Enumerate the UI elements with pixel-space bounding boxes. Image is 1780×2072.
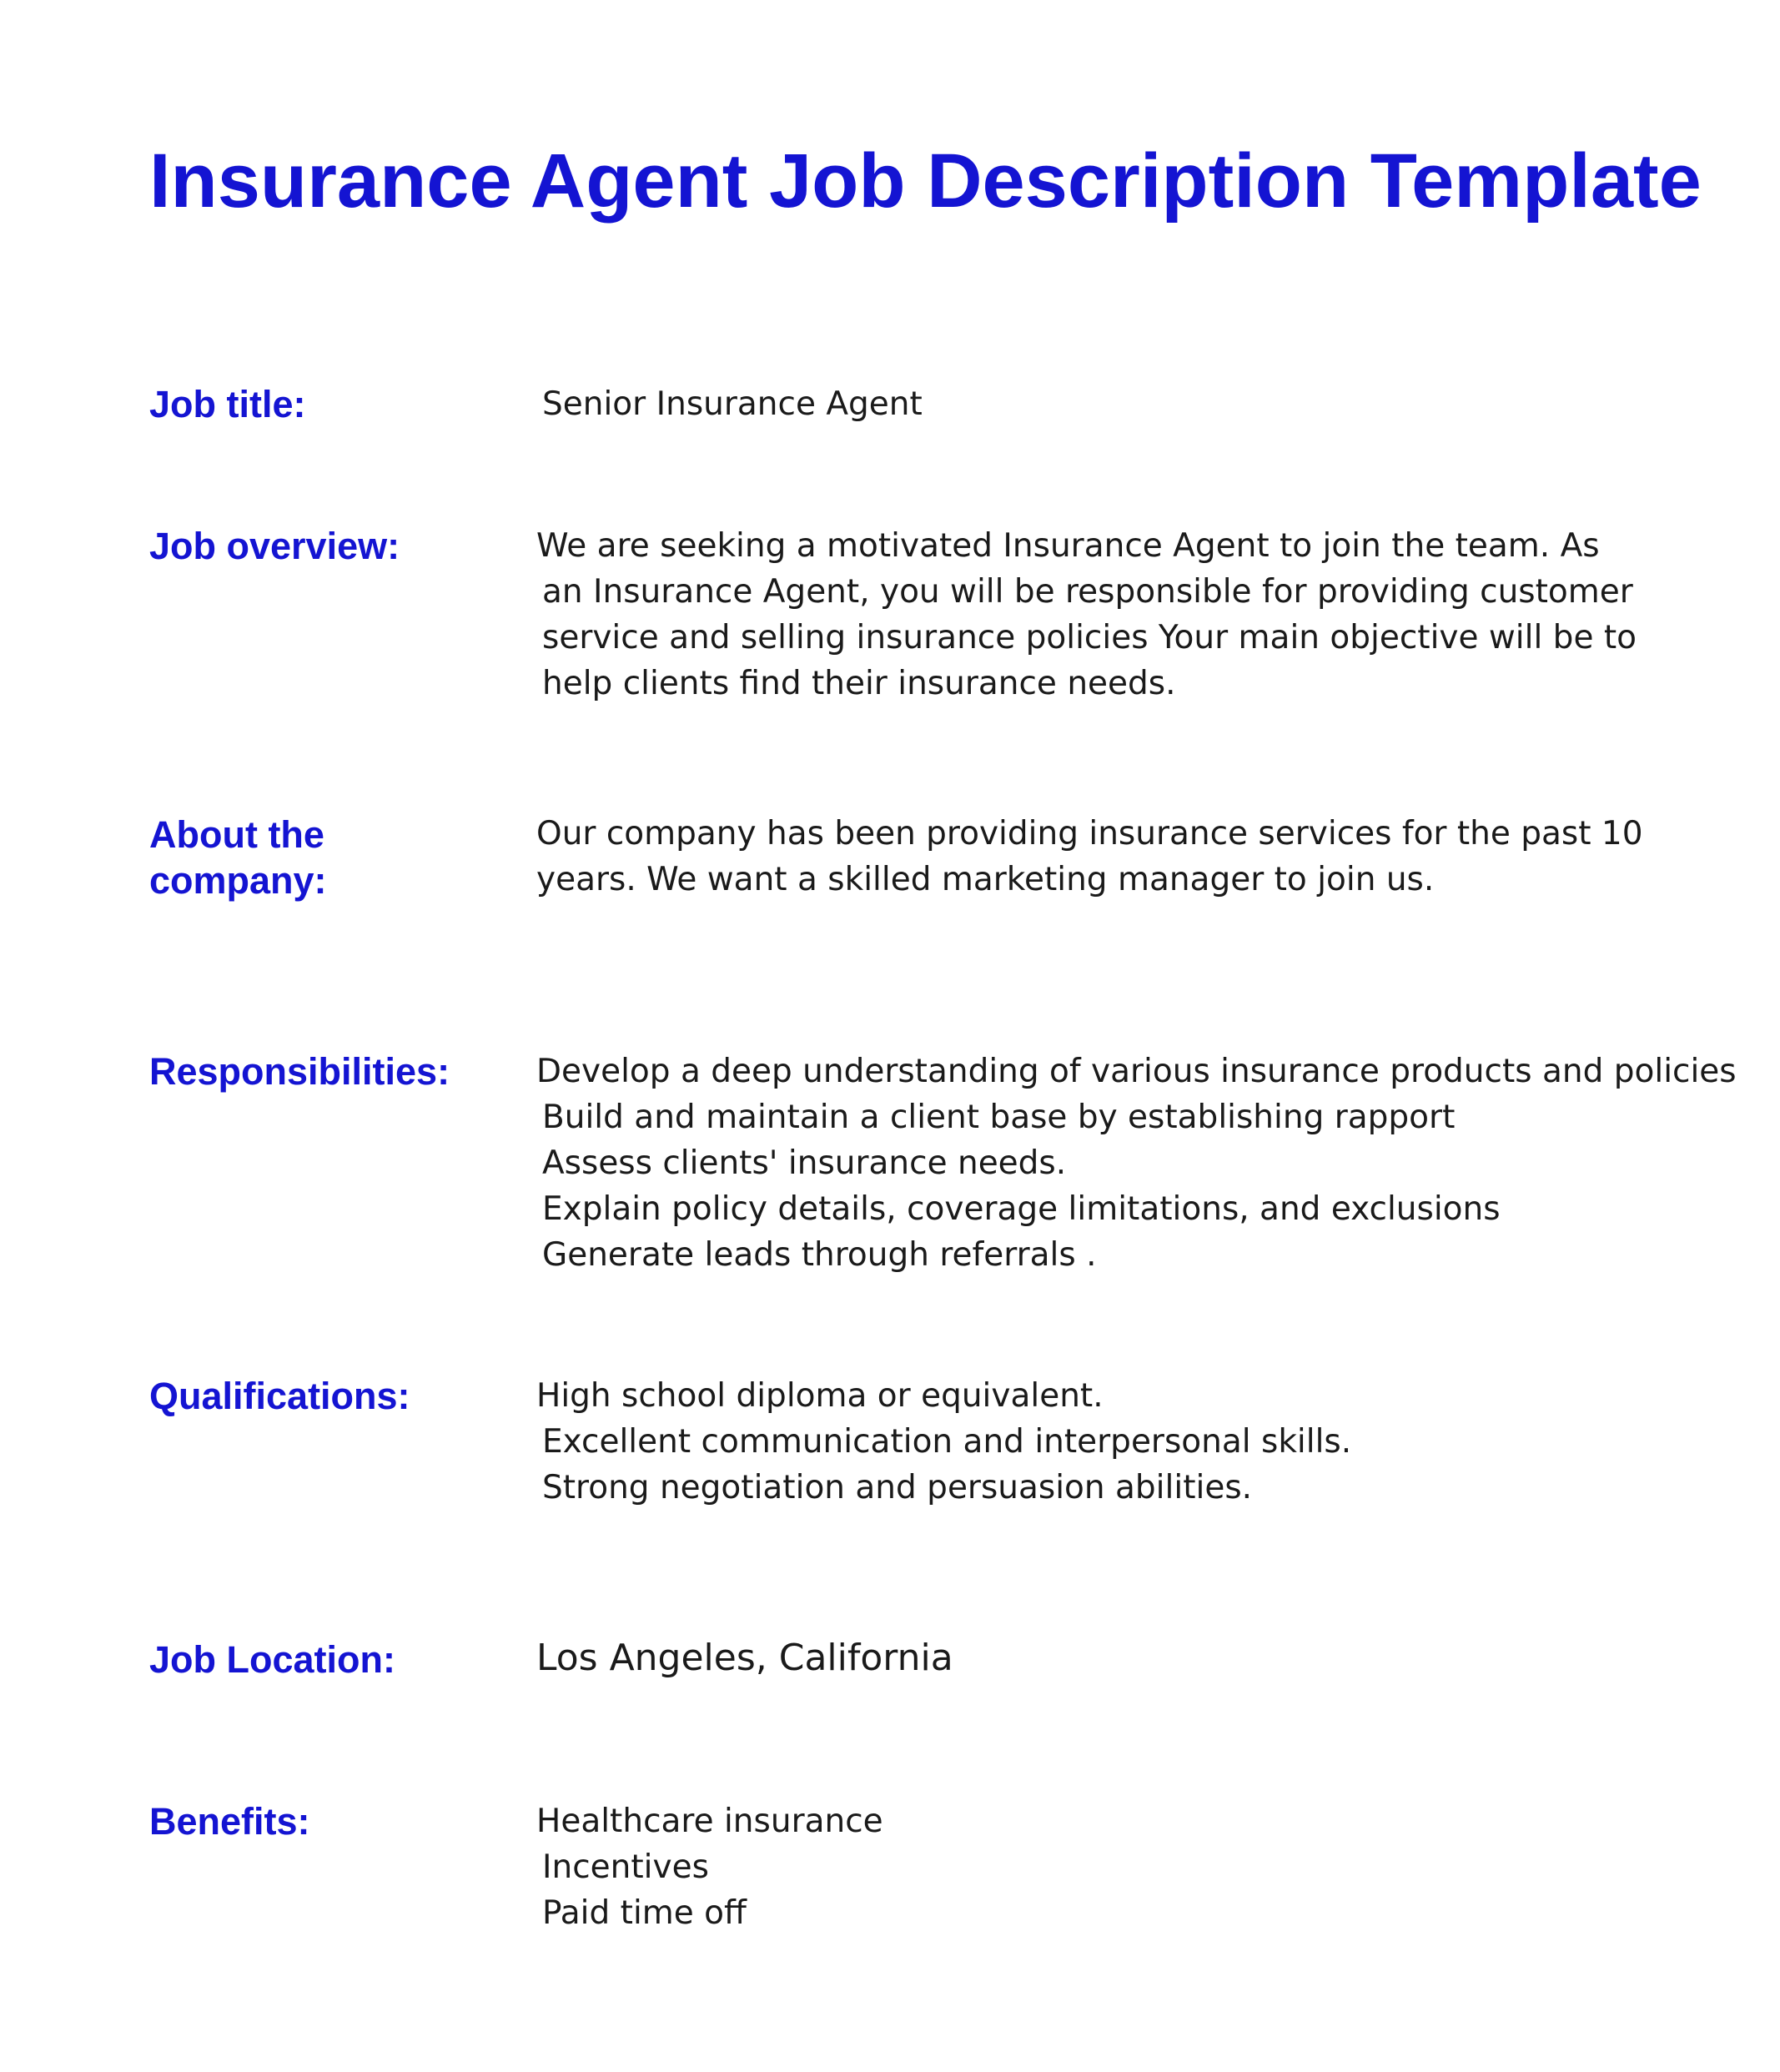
job-location-label: Job Location: [149, 1638, 395, 1681]
about-company-line: Our company has been providing insurance services for the past 10 [536, 815, 1643, 852]
benefit-item: Healthcare insurance [536, 1803, 883, 1840]
qualifications-label: Qualifications: [149, 1375, 410, 1417]
job-location-value [536, 1635, 953, 1681]
responsibility-item: Build and maintain a client base by establishing rapport [542, 1099, 1456, 1136]
benefit-item: Incentives [542, 1848, 709, 1886]
benefit-item: Paid time off [542, 1894, 747, 1932]
responsibility-item: Generate leads through referrals . [542, 1236, 1097, 1274]
job-overview-text [536, 523, 1637, 707]
document-title: Insurance Agent Job Description Template [149, 138, 1702, 224]
job-overview-line: We are seeking a motivated Insurance Agent to join the team. As [536, 527, 1600, 565]
benefits-label: Benefits: [149, 1800, 310, 1843]
about-company-text [536, 811, 1643, 903]
responsibility-item: Explain policy details, coverage limitations, and exclusions [542, 1190, 1501, 1228]
job-location-text: Los Angeles, California [536, 1637, 953, 1679]
about-company-label-line: company: [149, 859, 327, 902]
benefits-list [536, 1798, 883, 1936]
about-company-label [149, 812, 327, 903]
about-company-label-line: About the [149, 813, 324, 856]
qualification-item: High school diploma or equivalent. [536, 1377, 1104, 1415]
responsibilities-list [536, 1049, 1737, 1278]
qualification-item: Strong negotiation and persuasion abilities. [542, 1469, 1253, 1506]
qualifications-list [536, 1373, 1351, 1511]
job-overview-line: service and selling insurance policies Your main objective will be to [542, 619, 1637, 656]
responsibilities-label: Responsibilities: [149, 1050, 450, 1093]
job-title-value [536, 381, 923, 427]
about-company-line: years. We want a skilled marketing manager to join us. [536, 861, 1435, 898]
job-title-label: Job title: [149, 383, 306, 425]
job-overview-line: help clients find their insurance needs. [542, 665, 1176, 702]
responsibility-item: Assess clients' insurance needs. [542, 1144, 1067, 1182]
job-overview-label: Job overview: [149, 525, 400, 567]
qualification-item: Excellent communication and interpersonal skills. [542, 1423, 1352, 1461]
responsibility-item: Develop a deep understanding of various insurance products and policies [536, 1053, 1737, 1090]
job-title-text: Senior Insurance Agent [542, 385, 923, 423]
job-overview-line: an Insurance Agent, you will be responsible for providing customer [542, 573, 1633, 611]
